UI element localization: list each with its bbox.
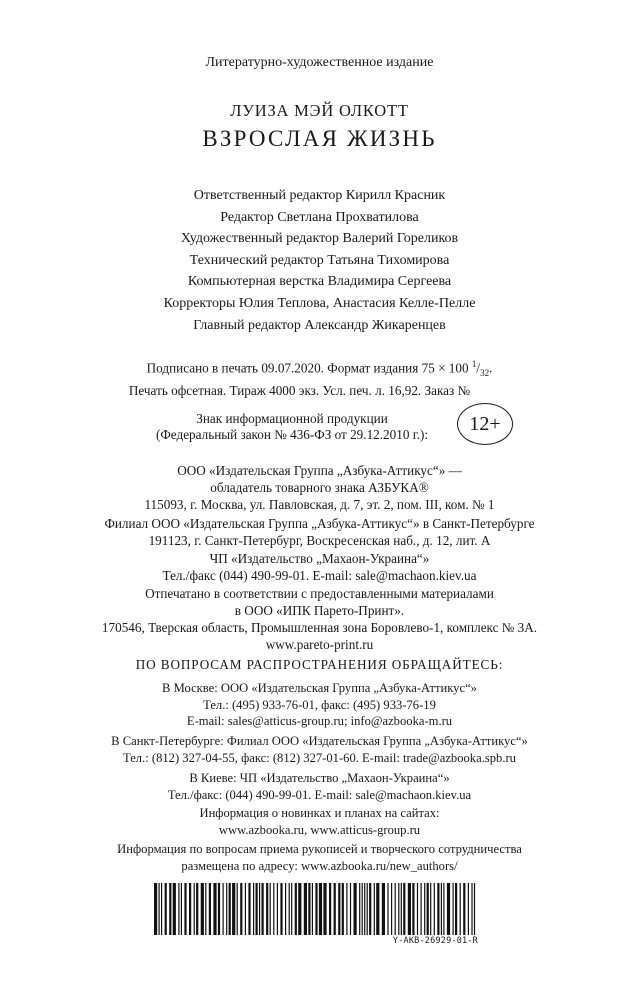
- publisher-line: ООО «Издательская Группа „Азбука-Аттикус“» —: [177, 463, 462, 478]
- kiev-block: [0, 770, 639, 803]
- print-info-line-1: Подписано в печать 09.07.2020. Формат издания 75 × 100 $^1/_{32}$.: [146, 359, 493, 379]
- fraction-numerator: 1: [471, 359, 477, 369]
- info-sign-line-2: (Федеральный закон № 436-ФЗ от 29.12.2010 г.):: [156, 427, 428, 442]
- moscow-line: Тел.: (495) 933-76-01, факс: (495) 933-76-19: [203, 697, 436, 712]
- credits-block: [0, 185, 639, 315]
- fraction-end: .: [489, 360, 493, 376]
- info-sign-text: [132, 411, 452, 443]
- info-sign-line-1: Знак информационной продукции: [196, 411, 388, 426]
- branch-line: 191123, г. Санкт-Петербург, Воскресенская наб., д. 12, лит. А: [148, 533, 491, 548]
- kiev-line: Тел./факс: (044) 490-99-01. E-mail: sale@machaon.kiev.ua: [167, 787, 472, 802]
- edition-type: Литературно-художественное издание: [205, 55, 434, 70]
- credit-line: Компьютерная верстка Владимира Сергеева: [187, 274, 452, 290]
- barcode: [152, 883, 478, 935]
- credit-line: Технический редактор Татьяна Тихомирова: [189, 252, 450, 268]
- authors-line: Информация по вопросам приема рукописей и творческого сотрудничества: [117, 842, 522, 856]
- printer-block: [0, 585, 639, 653]
- chief-editor: Главный редактор Александр Жикаренцев: [193, 318, 446, 333]
- author-name: ЛУИЗА МЭЙ ОЛКОТТ: [230, 101, 409, 120]
- authors-block: [0, 841, 639, 874]
- print-format: Подписано в печать 09.07.2020. Формат издания 75 × 100: [146, 360, 472, 376]
- printer-line: 170546, Тверская область, Промышленная зона Боровлево-1, комплекс № 3А.: [101, 620, 538, 635]
- book-title: ВЗРОСЛАЯ ЖИЗНЬ: [202, 126, 437, 151]
- print-info: [0, 355, 639, 400]
- distribution-heading: ПО ВОПРОСАМ РАСПРОСТРАНЕНИЯ ОБРАЩАЙТЕСЬ:: [135, 657, 504, 672]
- barcode-code: Y-AKB-26929-01-R: [392, 936, 478, 946]
- publisher-line: обладатель товарного знака АЗБУКА®: [210, 480, 429, 495]
- kiev-line: В Киеве: ЧП «Издательство „Махаон-Украина“»: [189, 771, 450, 785]
- printer-line: Отпечатано в соответствии с предоставленными материалами: [145, 586, 494, 601]
- credit-line: Ответственный редактор Кирилл Красник: [193, 188, 446, 203]
- moscow-line: E-mail: sales@atticus-group.ru; info@azbooka-m.ru: [186, 714, 453, 728]
- news-line: Информация о новинках и планах на сайтах:: [199, 806, 440, 820]
- makhaon-block: [0, 550, 639, 584]
- barcode-bars: [152, 883, 478, 935]
- printer-line: в ООО «ИПК Парето-Принт».: [234, 603, 405, 618]
- publisher-line: 115093, г. Москва, ул. Павловская, д. 7, эт. 2, пом. III, ком. № 1: [144, 497, 495, 512]
- moscow-line: В Москве: ООО «Издательская Группа „Азбука-Аттикус“»: [162, 681, 477, 695]
- moscow-block: [0, 680, 639, 730]
- spb-line: Тел.: (812) 327-04-55, факс: (812) 327-01-60. E-mail: trade@azbooka.spb.ru: [123, 750, 516, 765]
- spb-block: [0, 733, 639, 766]
- credit-line: Корректоры Юлия Теплова, Анастасия Келле-Пелле: [163, 295, 476, 311]
- makhaon-line: ЧП «Издательство „Махаон-Украина“»: [209, 551, 430, 566]
- news-block: [0, 805, 639, 838]
- fraction-denominator: 32: [480, 368, 490, 379]
- branch-line: Филиал ООО «Издательская Группа „Азбука-Аттикус“» в Санкт-Петербурге: [104, 516, 535, 531]
- printer-line: www.pareto-print.ru: [265, 637, 374, 652]
- print-info-line-2: Печать офсетная. Тираж 4000 экз. Усл. печ. л. 16,92. Заказ №: [128, 383, 471, 399]
- credit-line: Художественный редактор Валерий Гореликов: [180, 231, 459, 247]
- publisher-block: [0, 462, 639, 513]
- news-line: www.azbooka.ru, www.atticus-group.ru: [218, 822, 421, 837]
- branch-block: [0, 515, 639, 549]
- makhaon-line: Тел./факс (044) 490-99-01. E-mail: sale@machaon.kiev.ua: [162, 568, 477, 583]
- spb-line: В Санкт-Петербурге: Филиал ООО «Издательская Группа „Азбука-Аттикус“»: [111, 734, 528, 748]
- age-rating-badge: 12+: [457, 403, 513, 445]
- authors-line: размещена по адресу: www.azbooka.ru/new_authors/: [181, 858, 458, 873]
- credit-line: Редактор Светлана Прохватилова: [220, 209, 419, 225]
